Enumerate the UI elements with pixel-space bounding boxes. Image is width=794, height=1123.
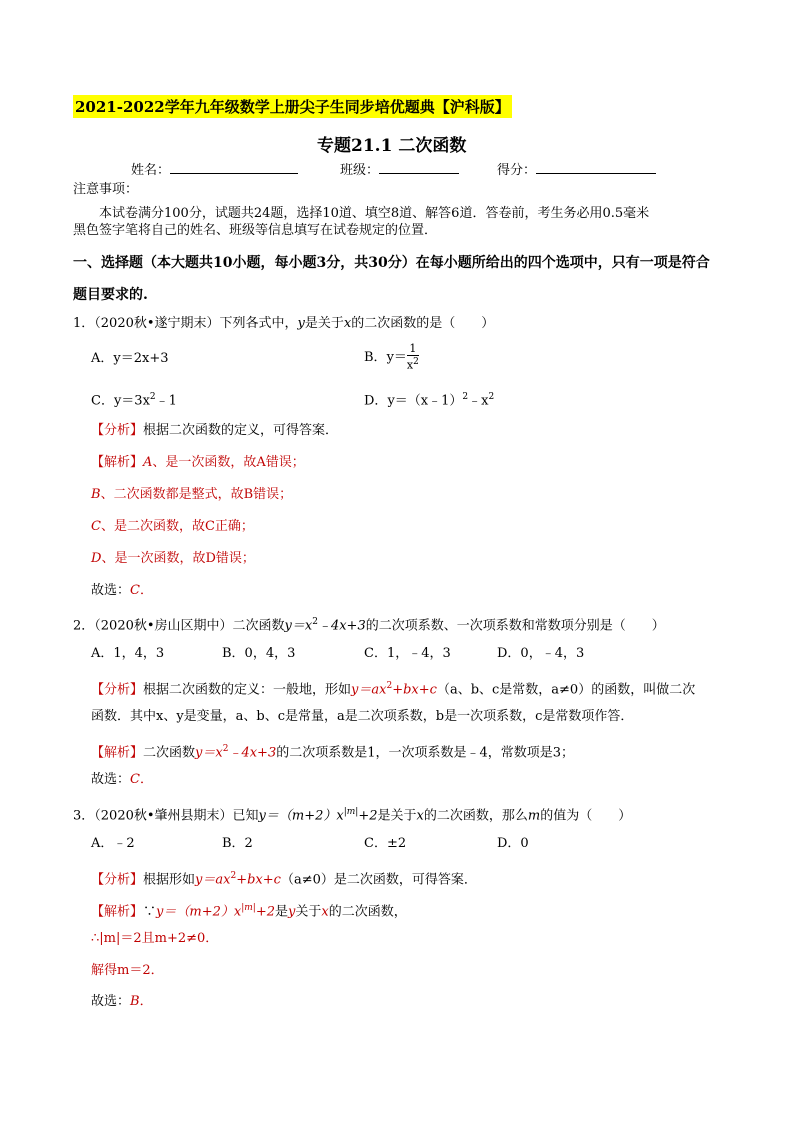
q1-option-b-label: B． (364, 349, 387, 365)
q1-solution-d-text: 、是一次函数，故D错误； (101, 551, 255, 566)
q3-analysis-tag: 【分析】 (91, 872, 144, 888)
q2-stem-exponent: 2 (312, 617, 318, 627)
q2-answer-post: ． (139, 772, 153, 787)
q2-analysis-exponent: 2 (386, 681, 393, 691)
q3-stem-exponent: |m| (343, 807, 359, 817)
q1-stem-x: x (343, 316, 352, 331)
q1-solution-a (91, 454, 305, 472)
q3-stem-c: 的二次函数，那么 (423, 808, 528, 824)
q1-solution-d-letter: D (91, 551, 102, 566)
q2-option-b: B．0，4，3 (222, 646, 296, 661)
class-label: 班级： (340, 163, 380, 178)
q3-stem-d: 的值为（ ） (540, 808, 632, 824)
q3-option-a: A．﹣2 (91, 836, 135, 851)
q1-solution-tag: 【解析】 (91, 455, 144, 470)
section-heading-line-1: 一、选择题（本大题共10小题，每小题3分，共30分）在每小题所给出的四个选项中，只有一项是符合 (73, 255, 710, 271)
q1-analysis-tag: 【分析】 (91, 423, 144, 438)
q3-solution-fn: y＝（m+2）x (156, 904, 242, 920)
q1-answer-pre: 故选： (91, 583, 131, 598)
q1-option-d-mid: ﹣x (468, 393, 489, 409)
q3-solution-x: x (321, 904, 329, 920)
q3-option-b: B．2 (222, 836, 253, 851)
q1-solution-c (91, 518, 254, 536)
q3-solve: 解得m＝2． (91, 963, 164, 978)
q3-analysis-exponent: 2 (230, 871, 237, 881)
q3-therefore: ∴|m|＝2且m+2≠0． (91, 931, 219, 946)
name-blank (170, 161, 298, 174)
section-heading-line-2: 题目要求的. (73, 287, 148, 303)
q2-stem-fn2: ﹣4x+3 (317, 618, 366, 634)
q1-solution-b-text: 、二次函数都是整式，故B错误； (100, 487, 293, 502)
q1-analysis (91, 422, 338, 440)
q1-analysis-text: 根据二次函数的定义，可得答案． (143, 423, 339, 438)
q2-option-d: D．0，﹣4，3 (497, 646, 585, 661)
q2-analysis-fn2: +bx+c (392, 682, 437, 698)
q1-option-b-exponent: 2 (413, 357, 419, 367)
name-field (131, 161, 298, 180)
q3-solution-c: 关于 (295, 904, 322, 920)
q2-answer-pre: 故选： (91, 772, 131, 787)
q2-analysis (91, 677, 695, 699)
q3-stem-x: x (416, 808, 424, 824)
q2-solution-exponent: 2 (222, 744, 229, 754)
score-blank (536, 161, 656, 174)
q2-analysis-tag: 【分析】 (91, 682, 144, 698)
q1-option-c-label: C． (91, 393, 114, 409)
q2-solution (91, 740, 574, 762)
q2-solution-a: 二次函数 (143, 745, 196, 761)
q3-solution-exponent: |m| (241, 903, 256, 913)
q3-stem-b: 是关于 (377, 808, 417, 824)
q1-solution-a-text: 、是一次函数，故A错误； (152, 455, 305, 470)
q2-stem-b: 的二次项系数、一次项系数和常数项分别是（ ） (365, 618, 665, 634)
q1-stem-c: 的二次函数的是（ ） (351, 316, 495, 331)
topic-title: 专题21.1 二次函数 (317, 136, 467, 156)
q2-stem-a: 2．（2020秋•房山区期中）二次函数 (73, 618, 285, 634)
q3-option-d: D．0 (497, 836, 529, 851)
q3-analysis (91, 867, 477, 889)
q1-option-c-pre: y＝3x (113, 393, 150, 409)
q3-analysis-fn: y＝ax (195, 872, 231, 888)
q1-stem-b: 是关于 (304, 316, 344, 331)
q3-answer-pre: 故选： (91, 994, 131, 1009)
q3-stem-m: m (527, 808, 541, 824)
q3-stem (73, 803, 631, 825)
q1-option-c (91, 388, 177, 410)
q1-solution-b (91, 486, 292, 504)
notes-heading: 注意事项： (73, 182, 139, 197)
notes-line-1: 本试卷满分100分，试题共24题，选择10道、填空8道、解答6道．答卷前，考生务必用0.5毫米 (99, 206, 650, 221)
q2-solution-tag: 【解析】 (91, 745, 144, 761)
q2-answer-value: C (130, 772, 140, 787)
q1-answer (91, 582, 153, 600)
q1-option-d-pre: y＝（x﹣1） (387, 393, 463, 409)
q1-option-c-exponent: 2 (149, 392, 156, 402)
q1-option-b-numerator: 1 (407, 343, 419, 356)
q2-analysis-b: （a、b、c是常数，a≠0）的函数，叫做二次 (436, 682, 696, 698)
q3-solution-a: ∵ (143, 904, 157, 920)
q2-solution-b: 的二次项系数是1，一次项系数是﹣4，常数项是3； (276, 745, 575, 761)
q1-solution-d (91, 550, 255, 568)
q1-option-b (364, 343, 419, 372)
q3-answer-post: ． (139, 994, 153, 1009)
q3-solution-y: y (288, 904, 296, 920)
q2-analysis-a: 根据二次函数的定义：一般地，形如 (143, 682, 352, 698)
q1-option-b-fraction (407, 343, 419, 372)
q3-solution-d: 的二次函数， (328, 904, 407, 920)
q3-stem-a: 3．（2020秋•肇州县期末）已知 (73, 808, 259, 824)
q1-option-a (91, 350, 169, 368)
q3-analysis-a: 根据形如 (143, 872, 196, 888)
q1-option-c-post: ﹣1 (155, 393, 177, 409)
q3-stem-fn2: +2 (358, 808, 378, 824)
score-label: 得分： (497, 163, 537, 178)
q1-option-a-label: A． (91, 351, 114, 366)
q1-option-d-exponent: 2 (462, 392, 469, 402)
series-title: 2021-2022学年九年级数学上册尖子生同步培优题典【沪科版】 (73, 95, 512, 118)
q2-solution-fn2: ﹣4x+3 (228, 745, 277, 761)
q3-solution-fn2: +2 (255, 904, 275, 920)
q1-option-b-denominator: x (406, 358, 414, 372)
name-label: 姓名： (131, 163, 171, 178)
q1-option-a-text: y＝2x+3 (113, 351, 169, 366)
q3-answer (91, 993, 153, 1011)
q2-option-a: A．1，4，3 (91, 646, 165, 661)
q1-solution-b-letter: B (91, 487, 101, 502)
q2-answer (91, 771, 153, 789)
q1-answer-value: C (130, 583, 140, 598)
q3-option-c: C．±2 (364, 836, 407, 851)
q1-stem (73, 315, 494, 333)
q1-solution-a-letter: A (143, 455, 153, 470)
q1-solution-c-text: 、是二次函数，故C正确； (100, 519, 254, 534)
q3-solution-tag: 【解析】 (91, 904, 144, 920)
q3-analysis-b: （a≠0）是二次函数，可得答案． (280, 872, 477, 888)
q3-solution (91, 899, 407, 921)
class-field (340, 161, 459, 180)
q2-option-c: C．1，﹣4，3 (364, 646, 451, 661)
class-blank (379, 161, 459, 174)
q2-analysis-line-2: 函数．其中x、y是变量，a、b、c是常量，a是二次项系数，b是一次项系数，c是常数项作答． (91, 709, 634, 724)
q3-solution-b: 是 (274, 904, 288, 920)
q3-analysis-fn2: +bx+c (236, 872, 281, 888)
q1-stem-y: y (297, 316, 305, 331)
q3-stem-fn: y＝（m+2）x (258, 808, 344, 824)
q2-stem (73, 613, 665, 635)
q1-option-d (364, 388, 494, 410)
q1-solution-c-letter: C (91, 519, 101, 534)
q1-stem-a: 1．（2020秋•遂宁期末）下列各式中， (73, 316, 298, 331)
q1-option-d-label: D． (364, 393, 388, 409)
q1-option-d-exponent-2: 2 (488, 392, 495, 402)
q2-stem-fn: y＝x (284, 618, 313, 634)
notes-line-2: 黑色签字笔将自己的姓名、班级等信息填写在试卷规定的位置． (73, 223, 438, 238)
q3-answer-value: B (130, 994, 140, 1009)
q2-analysis-fn: y＝ax (351, 682, 387, 698)
score-field (497, 161, 656, 180)
q1-option-b-pre: y＝ (386, 349, 407, 365)
q2-solution-fn: y＝x (195, 745, 223, 761)
q1-answer-post: ． (139, 583, 153, 598)
